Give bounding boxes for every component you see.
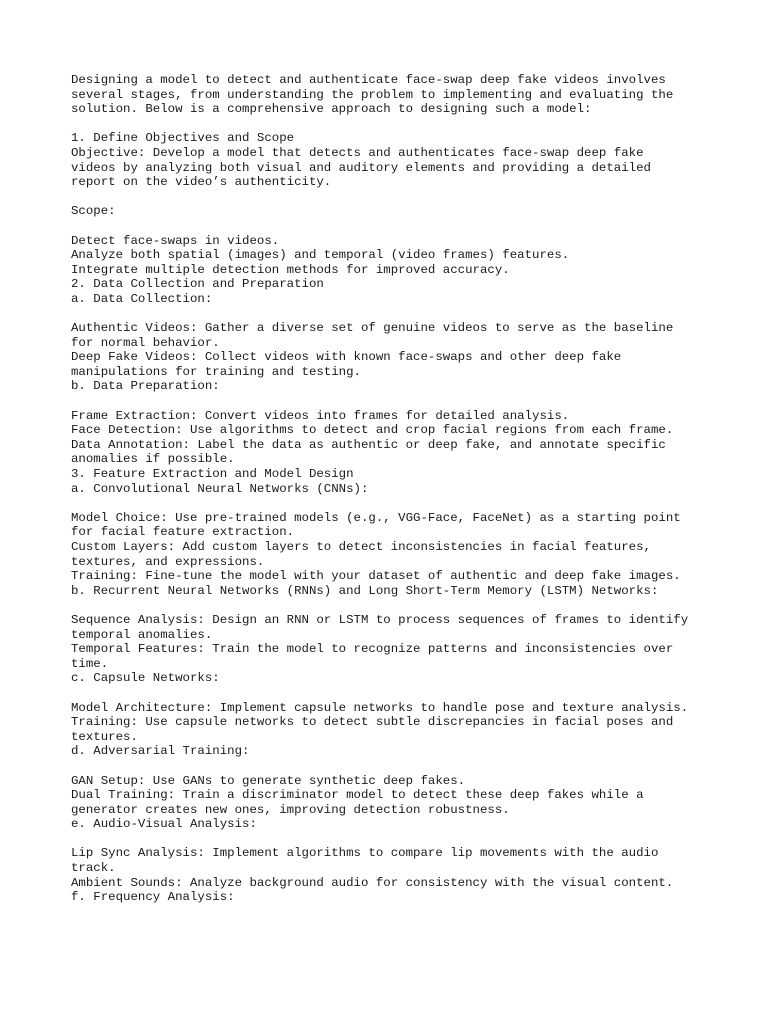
blank-line: [71, 394, 731, 409]
text-line: Temporal Features: Train the model to recognize patterns and inconsistencies over: [71, 642, 674, 657]
blank-line: [71, 759, 731, 774]
blank-line: [71, 686, 731, 701]
text-line: textures, and expressions.: [71, 554, 265, 569]
text-line: for facial feature extraction.: [71, 525, 295, 540]
text-line: solution. Below is a comprehensive approach to designing such a model:: [71, 102, 592, 117]
text-line: time.: [71, 656, 109, 671]
text-line: textures.: [71, 729, 138, 744]
text-line: temporal anomalies.: [71, 627, 213, 642]
document-body: [71, 73, 731, 905]
text-line: Integrate multiple detection methods for improved accuracy.: [71, 262, 510, 277]
text-line: a. Convolutional Neural Networks (CNNs):: [71, 481, 369, 496]
text-line: c. Capsule Networks:: [71, 671, 220, 686]
text-line: generator creates new ones, improving detection robustness.: [71, 802, 510, 817]
text-line: anomalies if possible.: [71, 452, 235, 467]
text-line: Dual Training: Train a discriminator model to detect these deep fakes while a: [71, 788, 644, 803]
text-line: Deep Fake Videos: Collect videos with known face-swaps and other deep fake: [71, 350, 622, 365]
text-line: Data Annotation: Label the data as authentic or deep fake, and annotate specific: [71, 437, 666, 452]
text-line: Face Detection: Use algorithms to detect and crop facial regions from each frame.: [71, 423, 674, 438]
text-line: videos by analyzing both visual and auditory elements and providing a detailed: [71, 160, 651, 175]
text-line: report on the video’s authenticity.: [71, 175, 332, 190]
text-line: 2. Data Collection and Preparation: [71, 277, 324, 292]
text-line: several stages, from understanding the problem to implementing and evaluating the: [71, 87, 674, 102]
text-line: d. Adversarial Training:: [71, 744, 250, 759]
text-line: Scope:: [71, 204, 116, 219]
text-line: Detect face-swaps in videos.: [71, 233, 280, 248]
text-line: b. Data Preparation:: [71, 379, 220, 394]
blank-line: [71, 832, 731, 847]
text-line: 1. Define Objectives and Scope: [71, 131, 295, 146]
blank-line: [71, 598, 731, 613]
blank-line: [71, 496, 731, 511]
text-line: Training: Use capsule networks to detect subtle discrepancies in facial poses and: [71, 715, 674, 730]
text-line: f. Frequency Analysis:: [71, 890, 235, 905]
text-line: track.: [71, 861, 116, 876]
blank-line: [71, 117, 731, 132]
text-line: b. Recurrent Neural Networks (RNNs) and Long Short-Term Memory (LSTM) Networks:: [71, 583, 659, 598]
blank-line: [71, 219, 731, 234]
text-line: for normal behavior.: [71, 335, 220, 350]
text-line: a. Data Collection:: [71, 291, 213, 306]
blank-line: [71, 307, 731, 322]
text-line: e. Audio-Visual Analysis:: [71, 817, 257, 832]
blank-line: [71, 190, 731, 205]
text-line: Ambient Sounds: Analyze background audio for consistency with the visual content.: [71, 875, 674, 890]
text-line: Objective: Develop a model that detects and authenticates face-swap deep fake: [71, 145, 644, 160]
text-line: Authentic Videos: Gather a diverse set of genuine videos to serve as the baseline: [71, 321, 674, 336]
text-line: Lip Sync Analysis: Implement algorithms to compare lip movements with the audio: [71, 846, 659, 861]
text-line: Frame Extraction: Convert videos into frames for detailed analysis.: [71, 408, 570, 423]
text-line: Designing a model to detect and authenticate face-swap deep fake videos involves: [71, 73, 666, 87]
text-line: GAN Setup: Use GANs to generate synthetic deep fakes.: [71, 773, 466, 788]
text-line: Analyze both spatial (images) and temporal (video frames) features.: [71, 248, 570, 263]
text-line: manipulations for training and testing.: [71, 364, 361, 379]
text-line: Model Choice: Use pre-trained models (e.g., VGG-Face, FaceNet) as a starting point: [71, 510, 681, 525]
text-line: 3. Feature Extraction and Model Design: [71, 467, 354, 482]
text-line: Training: Fine-tune the model with your dataset of authentic and deep fake images.: [71, 569, 681, 584]
text-line: Custom Layers: Add custom layers to detect inconsistencies in facial features,: [71, 540, 651, 554]
text-line: Model Architecture: Implement capsule networks to handle pose and texture analysis.: [71, 700, 689, 715]
text-line: Sequence Analysis: Design an RNN or LSTM to process sequences of frames to identify: [71, 612, 689, 627]
